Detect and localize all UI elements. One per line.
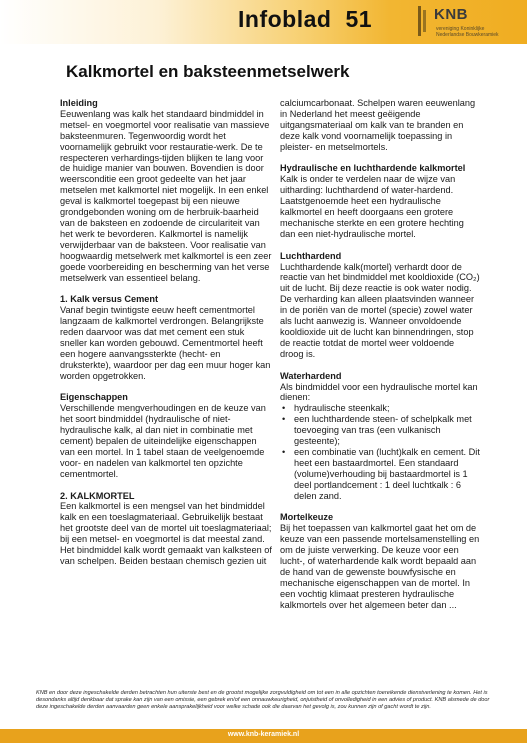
left-column bbox=[60, 98, 272, 567]
knb-logo bbox=[416, 0, 527, 44]
section-heading: 1. Kalk versus Cement bbox=[60, 294, 159, 305]
right-column bbox=[280, 98, 480, 611]
bullet-list bbox=[280, 403, 480, 501]
paragraph: Luchthardende kalk(mortel) verhardt door de reactie van het bindmiddel met kooldioxide (CO₂) uit de lucht. Bij deze reactie is ook water nodig. De verharding kan alleen plaatsvinden wanneer in de poriën van de mortel (specie) zowel water als lucht aanwezig is. Wanneer onvoldoende kooldioxide uit de lucht kan binnendringen, stop de reactie totdat de mortel weer voldoende droog is. bbox=[280, 261, 480, 359]
section-heading: Mortelkeuze bbox=[280, 512, 334, 523]
spacer bbox=[280, 360, 480, 371]
paragraph: Verschillende mengverhoudingen en de keuze van het soort bindmiddel (hydraulische of niet-hydraulische kalk, al dan niet in combinatie met cement) bepalen de uiteindelijke eigenschappen van een mortel. In 1 tabel staan de veelgenoemde voor- en nadelen van kalkmortel ten opzichte cementmortel. bbox=[60, 403, 266, 479]
spacer bbox=[280, 153, 480, 164]
list-item: • hydraulische steenkalk; bbox=[294, 403, 480, 414]
paragraph: Een kalkmortel is een mengsel van het bindmiddel kalk en een toeslagmateriaal. Gebruikelijk bestaat het grootste deel van de mortel uit toeslagmateriaal; bij een metsel- en voegmortel is dat meestal zand. Het bindmiddel kalk wordt gemaakt van kalksteen of van schelpen. Beiden bestaan chemisch gezien uit bbox=[60, 501, 272, 567]
paragraph: calciumcarbonaat. Schelpen waren eeuwenlang in Nederland het meest geëigende uitgangsmateriaal om kalk van te branden en deze kalk vond voornamelijk toepassing in pleister- en metselmortels. bbox=[280, 98, 476, 152]
spacer bbox=[60, 480, 272, 491]
logo-sub-2: Nederlandse Bouwkeramiek bbox=[436, 32, 499, 38]
paragraph: Als bindmiddel voor een hydraulische mortel kan dienen: bbox=[280, 381, 478, 403]
paragraph: Kalk is onder te verdelen naar de wijze van uitharding: luchthardend of water-hardend. Laatstgenoemde heet een hydraulische kalkmortel en heeft doorgaans een grotere mechanische sterkte en een grotere hechting dan een niet-hydraulische mortel. bbox=[280, 174, 464, 239]
disclaimer: KNB en door deze ingeschakelde derden betrachten hun uiterste best en de grootst mogelijke zorgvuldigheid om tot een in alle opzichten toereikende dienstverlening te komen. Het is desondanks altijd denkbaar dat sprake kan zijn van een omissie, een gebrek en/of een onnauwkeurigheid, onjuistheid of onvolledigheid in een advies of product. KNB alsmede de door deze ingeschakelde derden aanvaarden geen enkele aansprakelijkheid voor welke schade ook die daarvan het gevolg is, zou kunnen zijn of gacht wordt te zijn. bbox=[36, 690, 490, 710]
document-title: Kalkmortel en baksteenmetselwerk bbox=[66, 62, 350, 81]
spacer bbox=[280, 240, 480, 251]
section-heading: Eigenschappen bbox=[60, 392, 128, 403]
list-item: • een luchthardende steen- of schelpkalk met toevoeging van tras (een vulkanisch gesteente); bbox=[294, 414, 480, 447]
paragraph: Vanaf begin twintigste eeuw heeft cementmortel langzaam de kalkmortel verdrongen. Belangrijkste reden daarvoor was dat met cement een stuk sneller kan worden gebouwd. Cementmortel heeft een hogere aanvangssterkte (hecht- en druksterkte), waardoor per dag een muur hoger kan worden opgetrokken. bbox=[60, 305, 271, 381]
list-item: • een combinatie van (lucht)kalk en cement. Dit heet een bastaardmortel. Een standaard (volume)verhouding bij bastaardmortel is 1 deel portlandcement : 1 deel luchtkalk : 6 delen zand. bbox=[294, 447, 480, 502]
spacer bbox=[280, 501, 480, 512]
section-heading: Waterhardend bbox=[280, 370, 342, 381]
spacer bbox=[60, 283, 272, 294]
footer-bar bbox=[0, 729, 527, 743]
infoblad-number: 51 bbox=[345, 6, 373, 32]
header-banner bbox=[0, 0, 527, 44]
logo-sub-1: vereniging Koninklijke bbox=[436, 26, 485, 32]
section-heading: Hydraulische en luchthardende kalkmortel bbox=[280, 163, 466, 174]
paragraph: Bij het toepassen van kalkmortel gaat het om de keuze van een passende mortelsamenstelling en om de juiste verwerking. De keuze voor een lucht-, of waterhardende kalk wordt bepaald aan de hand van de gewenste bouwfysische en mechanische eigenschappen van de mortel. In een vochtig klimaat presteren hydraulische kalkmortels over het algemeen beter dan ... bbox=[280, 523, 480, 610]
section-heading: 2. KALKMORTEL bbox=[60, 490, 135, 501]
knb-logo-icon bbox=[418, 6, 432, 36]
paragraph: Eeuwenlang was kalk het standaard bindmiddel in metsel- en voegmortel voor realisatie van massieve baksteenmuren. Tegenwoordig wordt het voornamelijk gebruikt voor restauratie-werk. De te respecteren verhardings-tijden blijken te lang voor de huidige manier van bouwen. Bovendien is door weersconditie een groot gedeelte van het jaar metselen met kalkmortel niet mogelijk. In een enkel geval is kalkmortel toegepast bij een nieuwe grondgebonden woning om de herbruik-baarheid van de baksteen en zodoende de circulariteit van het werk te bevorderen. Kalkmortel is namelijk verwijderbaar van de baksteen. Voor realisatie van hoogwaardig metselwerk met kalkmortel is een zeer goede voorbereiding en bescherming van het verse metselwerk van essentieel belang. bbox=[60, 108, 272, 283]
spacer bbox=[60, 382, 272, 393]
logo-text: KNB bbox=[434, 6, 468, 23]
infoblad-title: Infoblad 51 bbox=[238, 6, 373, 32]
section-heading: Inleiding bbox=[60, 98, 98, 108]
section-heading: Luchthardend bbox=[280, 250, 342, 261]
footer-url[interactable]: www.knb-keramiek.nl bbox=[227, 731, 300, 738]
